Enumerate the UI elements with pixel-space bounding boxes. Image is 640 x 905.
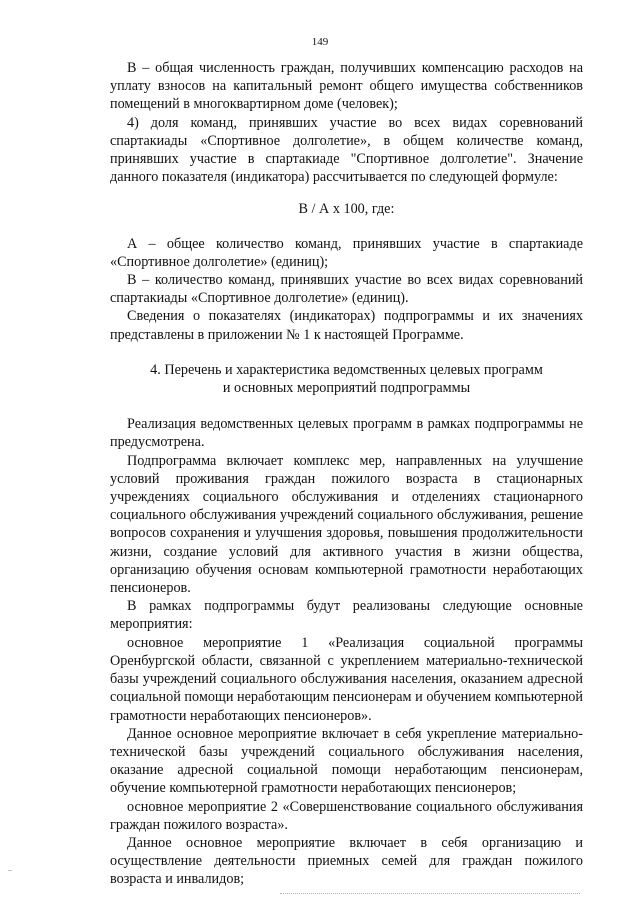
paragraph-main-activity-1-details: Данное основное мероприятие включает в себя укрепление материально-технической базы учреждений социального обслуживания населения, оказание адресной социальной помощи неработающим пенсионерам, обучение компьютерной грамотности неработающих пенсионеров;: [110, 725, 583, 797]
paragraph-subprogram-measures: Подпрограмма включает комплекс мер, направленных на улучшение условий проживания граждан пожилого возраста в стационарных учреждениях социального обслуживания и отделениях стационарного социального обслуживания учреждений социального обслуживания, решение вопросов сохранения и улучшения здоровья, повышения продолжительности жизни, создание условий для активного участия в жизни общества, организацию обучения основам компьютерной грамотности неработающих пенсионеров.: [110, 452, 583, 597]
section-heading-line-1: 4. Перечень и характеристика ведомственных целевых программ: [150, 361, 543, 378]
section-heading-line-2: и основных мероприятий подпрограммы: [222, 380, 471, 397]
paragraph-main-activity-2: основное мероприятие 2 «Совершенствование социального обслуживания граждан пожилого возраста».: [110, 798, 583, 833]
paragraph-main-activity-2-details: Данное основное мероприятие включает в себя организацию и осуществление деятельности приемных семей для граждан пожилого возраста и инвалидов;: [110, 834, 583, 888]
paragraph-indicators-reference: Сведения о показателях (индикаторах) подпрограммы и их значениях представлены в приложении № 1 к настоящей Программе.: [110, 308, 583, 343]
paragraph-main-activities-intro: В рамках подпрограммы будут реализованы следующие основные мероприятия:: [110, 598, 583, 633]
document-body: [110, 59, 583, 889]
paragraph-a-definition: А – общее количество команд, принявших участие в спартакиаде «Спортивное долголетие» (единиц);: [110, 235, 583, 270]
paragraph-main-activity-1: основное мероприятие 1 «Реализация социальной программы Оренбургской области, связанной с укреплением материально-технической базы учреждений социального обслуживания населения, оказанием адресной социальной помощи неработающим пенсионерам и обучением компьютерной грамотности неработающих пенсионеров».: [110, 634, 583, 724]
paragraph-b-definition: В – общая численность граждан, получивших компенсацию расходов на уплату взносов на капитальный ремонт общего имущества собственников помещений в многоквартирном доме (человек);: [110, 60, 583, 113]
section-heading: [110, 361, 583, 397]
scan-footer-artifact: [280, 893, 580, 895]
paragraph-target-programs: Реализация ведомственных целевых программ в рамках подпрограммы не предусмотрена.: [110, 416, 583, 451]
formula: В / А х 100, где:: [298, 201, 395, 218]
page-number: 149: [311, 36, 329, 48]
paragraph-b-count-definition: В – количество команд, принявших участие во всех видах соревнований спартакиады «Спортивное долголетие» (единиц).: [110, 272, 583, 307]
scan-edge-mark: [8, 870, 12, 871]
paragraph-indicator-4: 4) доля команд, принявших участие во всех видах соревнований спартакиады «Спортивное долголетие», в общем количестве команд, принявших участие в спартакиаде "Спортивное долголетие". Значение данного показателя (индикатора) рассчитывается по следующей формуле:: [110, 114, 583, 186]
